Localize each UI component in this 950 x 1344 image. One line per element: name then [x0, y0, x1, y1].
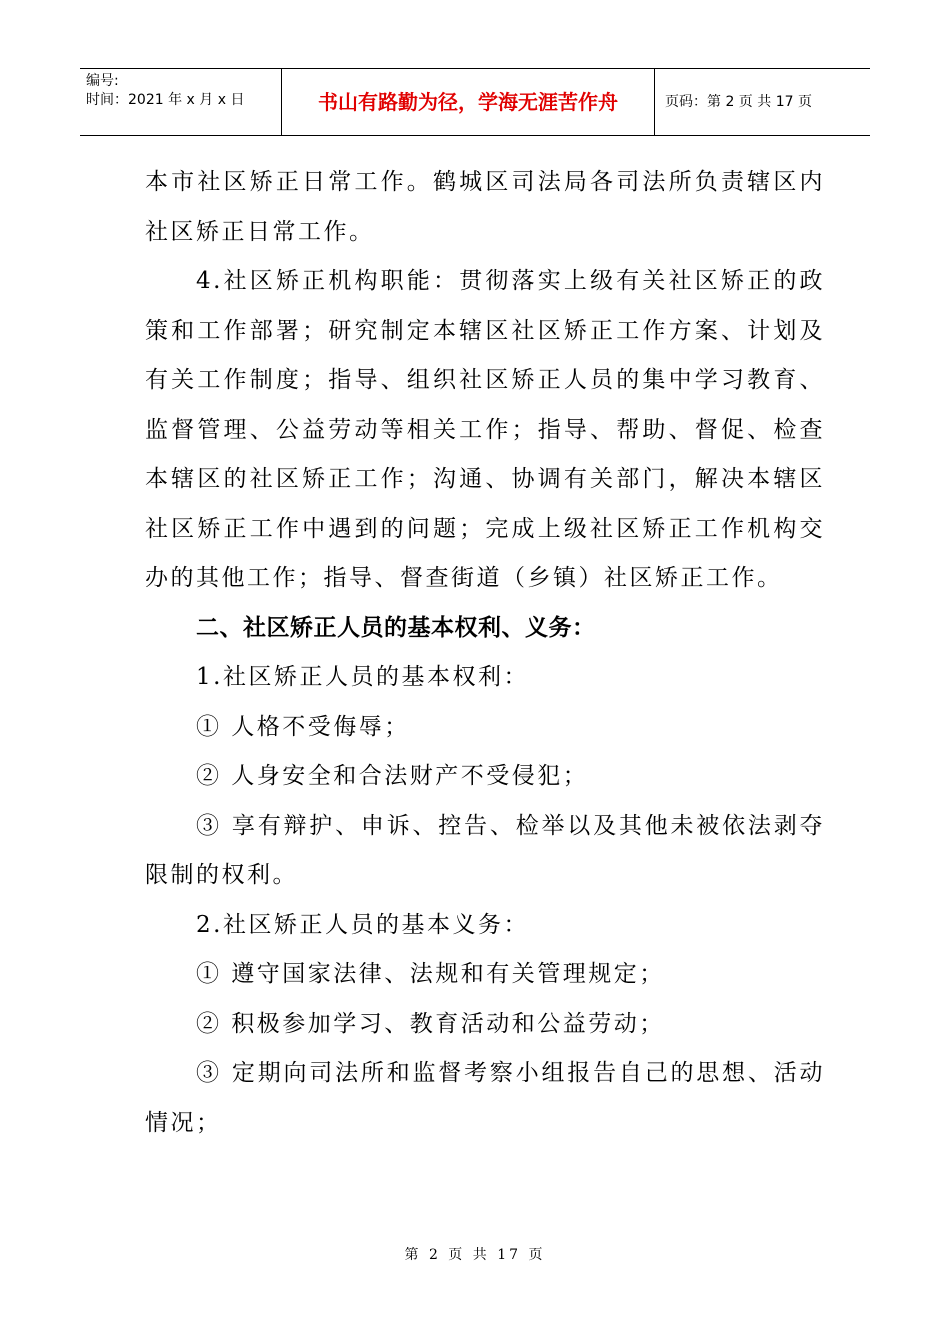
paragraph-continued: 本市社区矫正日常工作。鹤城区司法局各司法所负责辖区内社区矫正日常工作。: [145, 169, 825, 245]
right-item-2: ② 人身安全和合法财产不受侵犯；: [196, 763, 589, 789]
document-body: [145, 158, 825, 1148]
duty-item-2: ② 积极参加学习、教育活动和公益劳动；: [196, 1010, 665, 1037]
section-heading: 二、社区矫正人员的基本权利、义务：: [196, 614, 596, 641]
paragraph-agency-functions: 4.社区矫正机构职能：贯彻落实上级有关社区矫正的政策和工作部署；研究制定本辖区社区矫正工作方案、计划及有关工作制度；指导、组织社区矫正人员的集中学习教育、监督管理、公益劳动等相关工作；指导、帮助、督促、检查本辖区的社区矫正工作；沟通、协调有关部门，解决本辖区社区矫正工作中遇到的问题；完成上级社区矫正工作机构交办的其他工作；指导、督查街道（乡镇）社区矫正工作。: [145, 268, 825, 591]
page-footer: 第 2 页 共 17 页: [404, 1247, 546, 1263]
right-item-1: ① 人格不受侮辱；: [196, 713, 410, 740]
duty-item-3: ③ 定期向司法所和监督考察小组报告自己的思想、活动情况；: [145, 1060, 825, 1136]
rights-title: 1.社区矫正人员的基本权利：: [196, 664, 529, 690]
duties-title: 2.社区矫正人员的基本义务：: [196, 911, 529, 938]
page-header: [80, 68, 870, 136]
header-page-info: 页码：第 2 页 共 17 页: [665, 94, 812, 110]
right-item-3: ③ 享有辩护、申诉、控告、检举以及其他未被依法剥夺限制的权利。: [145, 812, 825, 888]
header-meta: [80, 69, 282, 135]
header-motto: 书山有路勤为径，学海无涯苦作舟: [282, 69, 655, 135]
duty-item-1: ① 遵守国家法律、法规和有关管理规定；: [196, 961, 665, 987]
document-time-label: 时间：2021 年 x 月 x 日: [86, 92, 245, 108]
document-number-label: 编号:: [86, 73, 119, 89]
